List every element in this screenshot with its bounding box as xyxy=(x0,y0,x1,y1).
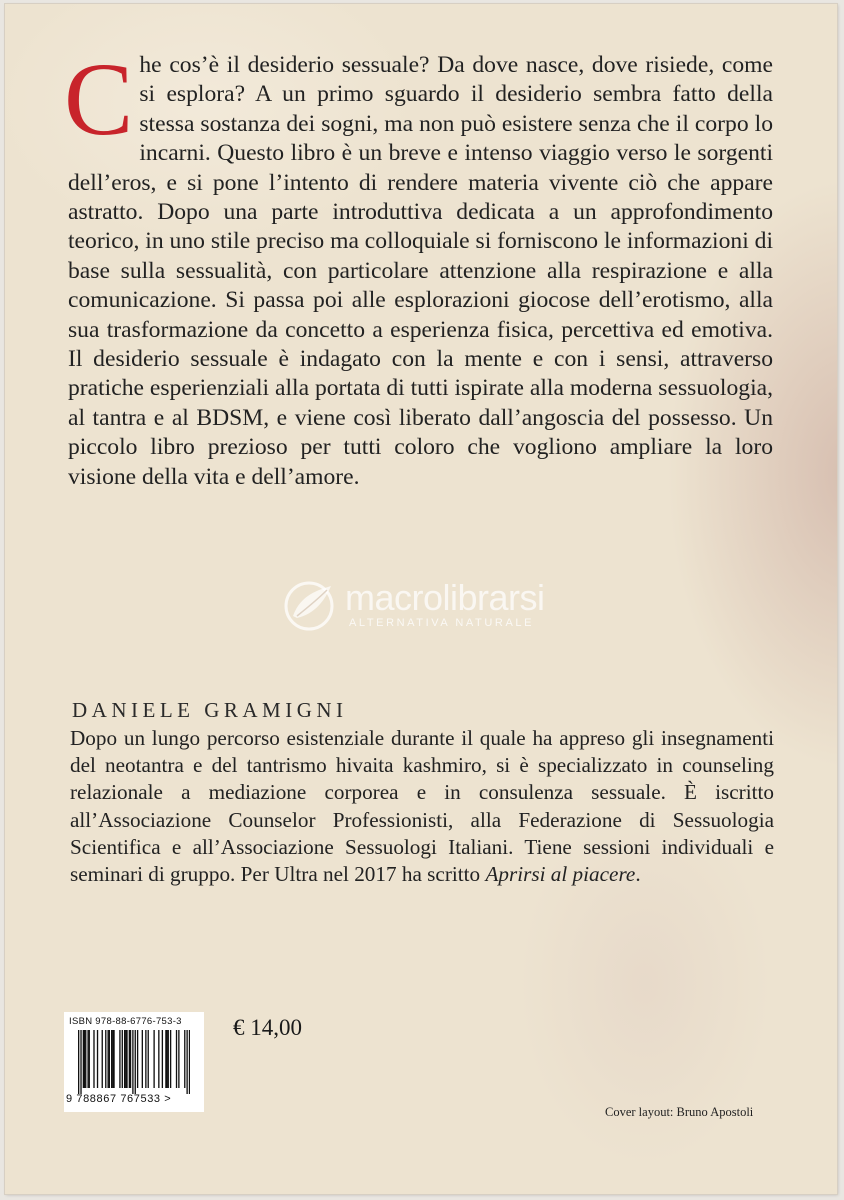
barcode-bar xyxy=(168,1030,169,1088)
barcode-bars xyxy=(78,1030,190,1094)
barcode-bar xyxy=(137,1030,138,1088)
author-bio-text: Dopo un lungo percorso esistenziale durante il quale ha appreso gli insegnamenti del neotantra e del tantrismo hivaita kashmiro, si è specializzato in counseling relazionale a mediazione corporea e in consulenza sessuale. È iscritto all’Associazione Counselor Professionisti, alla Federazione di Sessuologia Scientifica e all’Associazione Sessuologi Italiani. Tiene sessioni individuali e seminari di gruppo. Per Ultra nel 2017 ha scritto xyxy=(70,726,774,887)
barcode-bar xyxy=(129,1030,130,1088)
barcode-bar xyxy=(184,1030,185,1088)
book-back-cover xyxy=(5,4,837,1194)
barcode-bar xyxy=(186,1030,187,1094)
barcode-bar xyxy=(111,1030,112,1088)
author-name: DANIELE GRAMIGNI xyxy=(72,698,348,722)
barcode-bar xyxy=(132,1030,133,1094)
macrolibrarsi-watermark xyxy=(279,576,579,632)
barcode-bar xyxy=(78,1030,79,1094)
barcode-bar xyxy=(93,1030,94,1088)
barcode-bar xyxy=(162,1030,163,1088)
barcode-bar xyxy=(122,1030,123,1088)
barcode-bar xyxy=(166,1030,167,1088)
barcode-bar xyxy=(170,1030,171,1088)
barcode-bar xyxy=(83,1030,84,1088)
barcode-bar xyxy=(80,1030,81,1094)
barcode-bar xyxy=(176,1030,177,1088)
blurb-paragraph xyxy=(64,42,774,492)
barcode-bar xyxy=(178,1030,179,1088)
barcode-bar xyxy=(148,1030,149,1088)
author-bio xyxy=(70,725,774,888)
barcode-bar xyxy=(107,1030,108,1088)
previous-book-title: Aprirsi al piacere xyxy=(485,862,636,887)
barcode-bar xyxy=(130,1030,131,1088)
isbn-barcode xyxy=(64,1012,204,1112)
price: € 14,00 xyxy=(233,1015,302,1040)
barcode-bar xyxy=(158,1030,159,1088)
barcode-bar xyxy=(102,1030,103,1088)
barcode-bar xyxy=(109,1030,110,1088)
barcode-bar xyxy=(142,1030,143,1088)
watermark-tagline: ALTERNATIVA NATURALE xyxy=(349,617,535,629)
barcode-bar xyxy=(89,1030,90,1088)
barcode-bar xyxy=(87,1030,88,1088)
cover-layout-credit: Cover layout: Bruno Apostoli xyxy=(605,1105,754,1119)
barcode-bar xyxy=(165,1030,166,1088)
barcode-bar xyxy=(126,1030,127,1088)
barcode-bar xyxy=(112,1030,113,1088)
barcode-bar xyxy=(85,1030,86,1088)
watermark-brand-name: macrolibrarsi xyxy=(345,577,545,618)
barcode-bar xyxy=(97,1030,98,1088)
barcode-digits: 9 788867 767533 > xyxy=(66,1093,172,1105)
barcode-bar xyxy=(153,1030,154,1088)
barcode-bar xyxy=(125,1030,126,1088)
barcode-bar xyxy=(105,1030,106,1088)
barcode-bar xyxy=(189,1030,190,1094)
barcode-bar xyxy=(124,1030,125,1088)
barcode-bar xyxy=(113,1030,114,1088)
barcode-bar xyxy=(145,1030,146,1088)
blurb-text: he cos’è il desiderio sessuale? Da dove nasce, dove risiede, come si esplora? A un primo sguardo il desiderio sembra fatto della stessa sostanza dei sogni, ma non può esistere senza che il corpo lo incarni. Questo libro è un breve e intenso viaggio verso le sorgenti dell’eros, e si pone l’intento di rendere materia vivente ciò che appare astratto. Dopo una parte introduttiva dedicata a un approfondimento teorico, in uno stile preciso ma colloquiale si forniscono le informazioni di base sulla sessualità, con particolare attenzione alla respirazione e alla comunicazione. Si passa poi alle esplorazioni giocose dell’erotismo, alla sua trasformazione da concetto a esperienza fisica, percettiva ed emotiva. Il desiderio sessuale è indagato con la mente e con i sensi, attraverso pratiche esperienziali alla portata di tutti ispirate alla moderna sessuologia, al tantra e al BDSM, e viene così liberato dall’angoscia del possesso. Un piccolo libro prezioso per tutti coloro che vogliono ampliare la loro visione della vita e dell’amore. xyxy=(68,52,774,490)
leaf-circle-logo-icon xyxy=(279,576,339,632)
barcode-bar xyxy=(84,1030,85,1088)
barcode-bar xyxy=(135,1030,136,1094)
isbn-label: ISBN 978-88-6776-753-3 xyxy=(69,1016,182,1027)
drop-cap-letter: C xyxy=(64,42,134,157)
barcode-bar xyxy=(119,1030,120,1088)
author-bio-end: . xyxy=(635,862,641,887)
